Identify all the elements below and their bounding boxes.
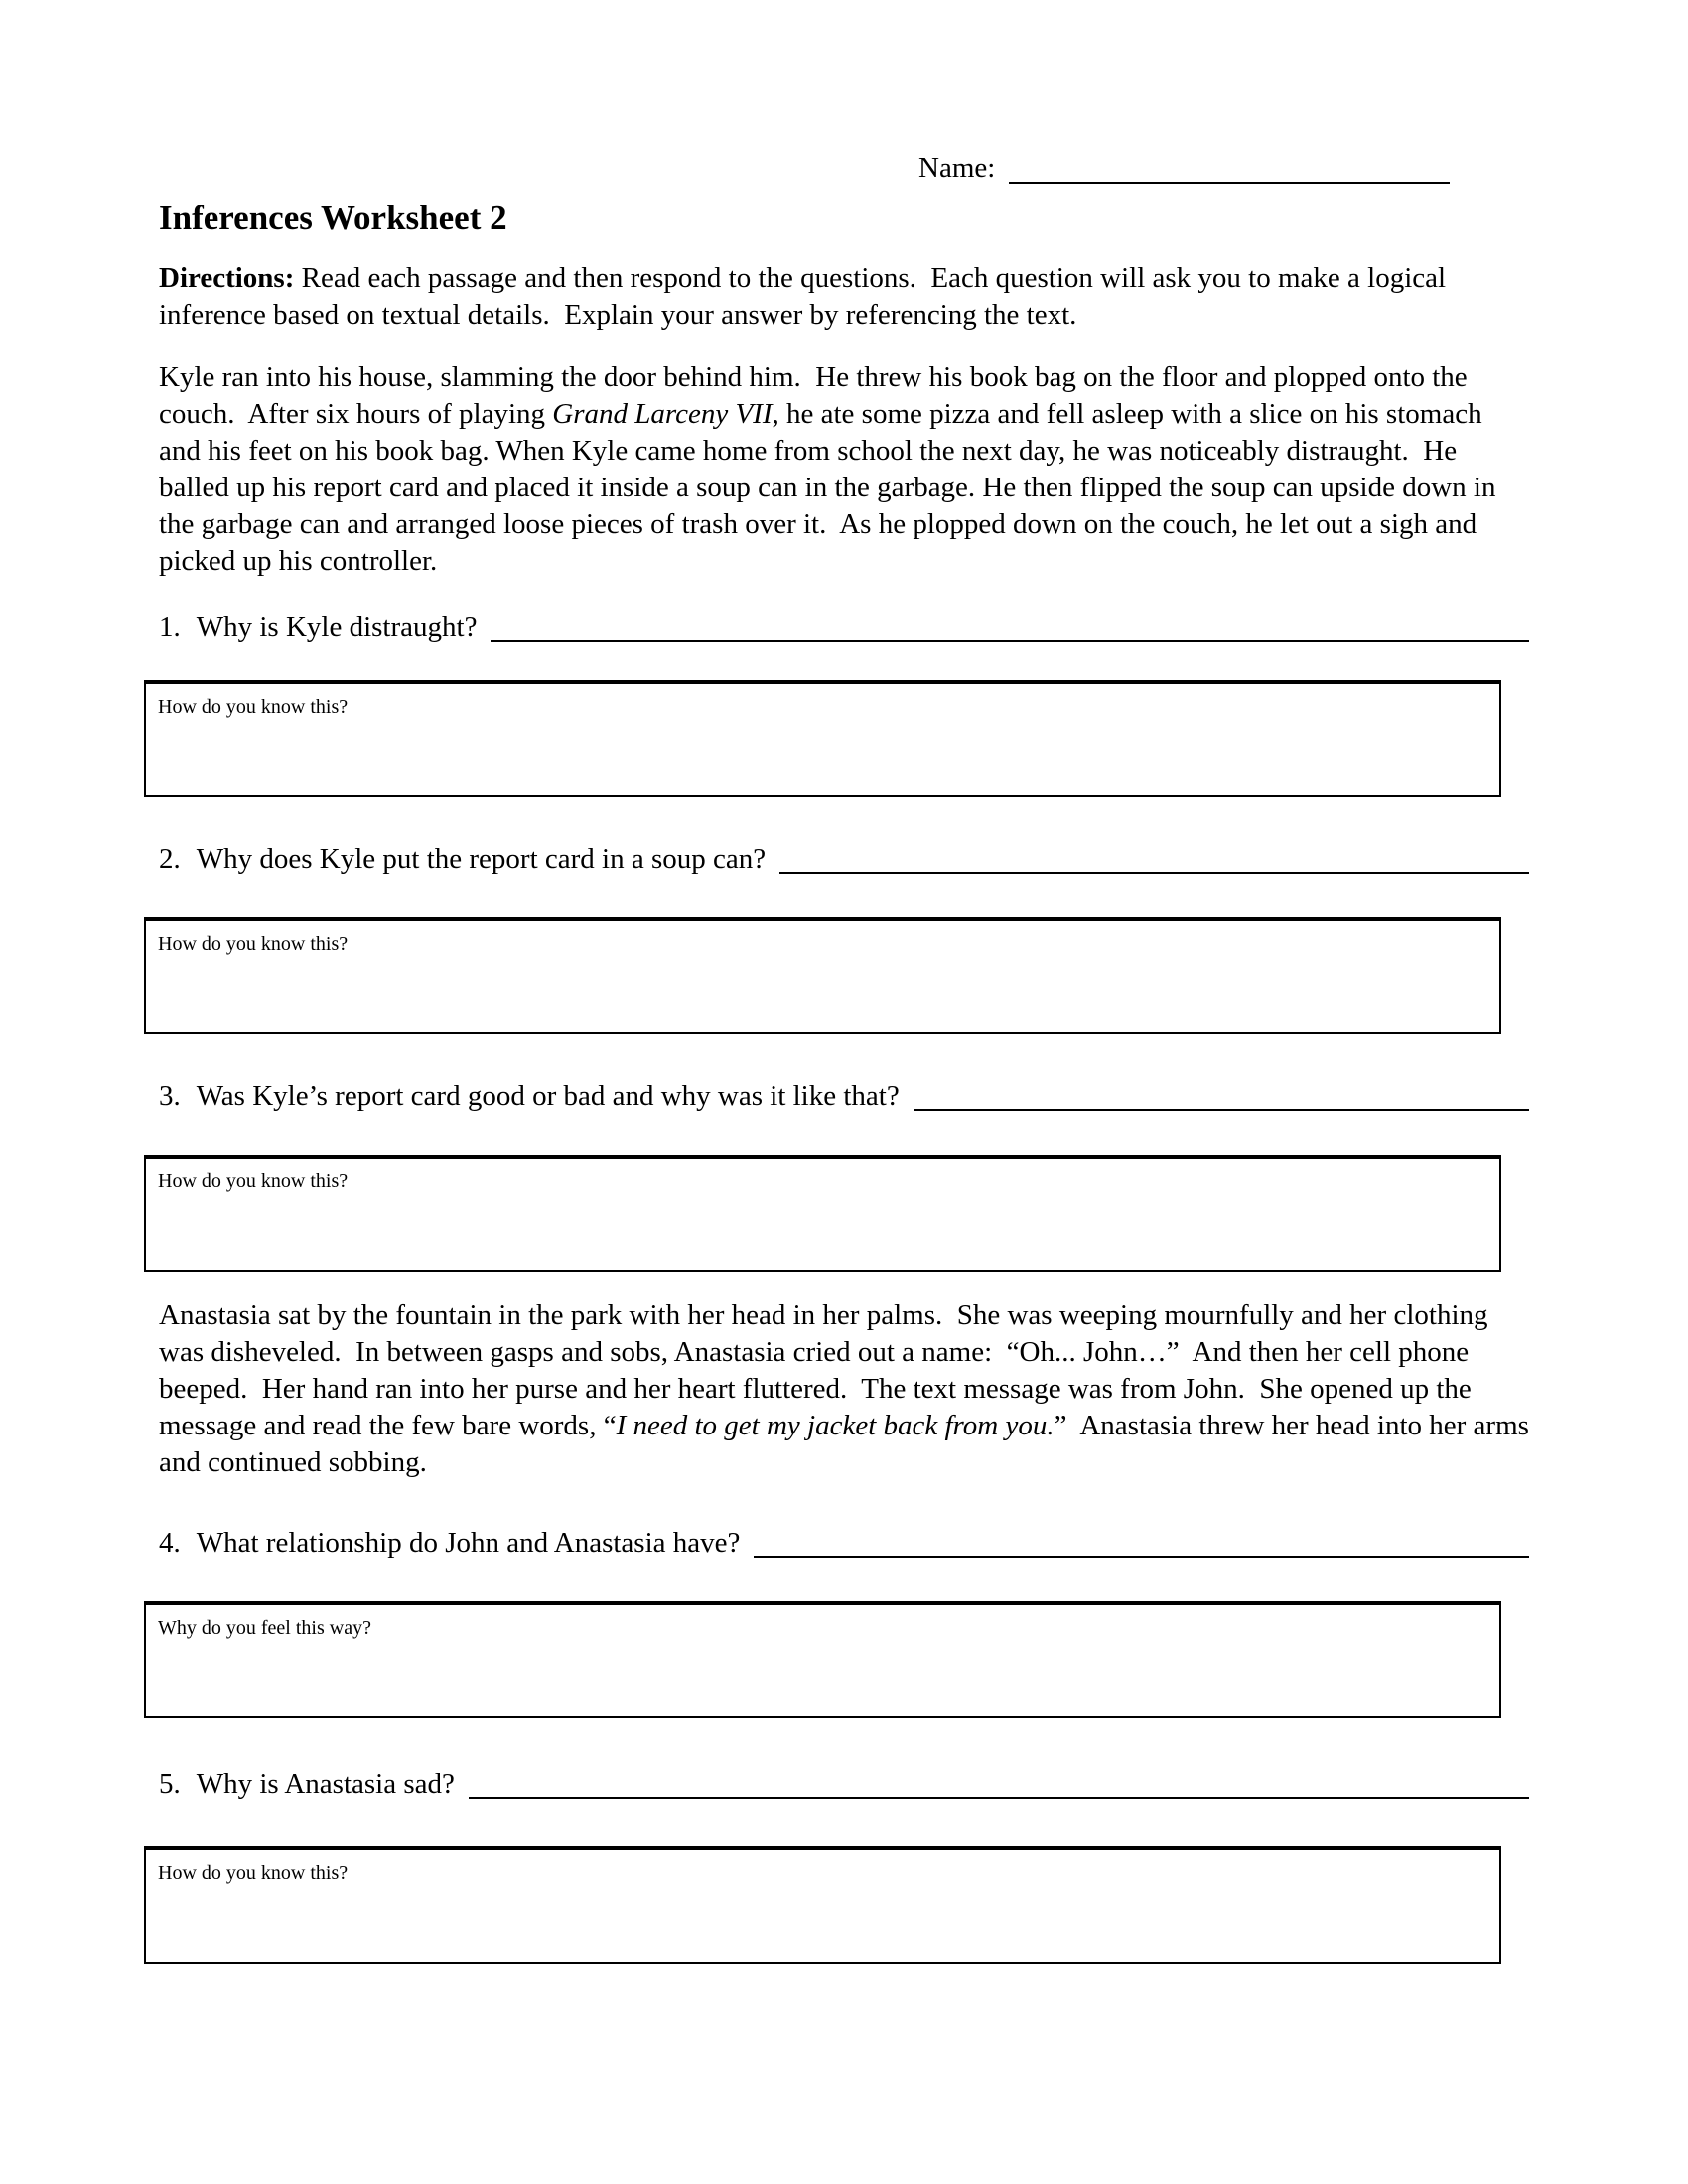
question-3-answer-line[interactable] [914,1108,1529,1111]
question-1-box-label: How do you know this? [158,696,349,718]
page-title: Inferences Worksheet 2 [159,199,507,237]
name-row [918,149,1450,187]
question-5 [159,1766,1529,1803]
passage-kyle [159,359,1529,580]
passage-anastasia-text-1: Anastasia sat by the fountain in the park with her head in her palms. She was weeping mournfully and her clothing was disheveled. In between gasps and sobs, Anastasia cried out a name: “Oh... John…” And then her cell phone beeped. Her hand ran into her purse and her heart fluttered. The text message was from John. She opened up the message and read the few bare words, “ [159,1299,1495,1441]
directions-label: Directions: [159,262,295,294]
question-5-box-label: How do you know this? [158,1862,349,1884]
question-4-text: What relationship do John and Anastasia have? [196,1527,741,1559]
question-3-number: 3. [159,1080,181,1112]
passage-kyle-text-2: , he ate some pizza and fell asleep with a slice on his stomach and his feet on his book bag. When Kyle came home from school the next day, he was noticeably distraught. He balled up his report card and placed it inside a soup can in the garbage. He then flipped the soup can upside down in the garbage can and arranged loose pieces of trash over it. As he plopped down on the couch, he let out a sigh and picked up his controller. [159,398,1503,577]
question-1-answer-box[interactable] [144,680,1501,797]
question-4-answer-box[interactable] [144,1601,1501,1718]
question-2 [159,841,1529,878]
question-3-text: Was Kyle’s report card good or bad and why was it like that? [196,1080,900,1112]
directions [159,260,1529,334]
question-2-number: 2. [159,843,181,875]
question-4 [159,1525,1529,1562]
passage-kyle-text-1: Kyle ran into his house, slamming the door behind him. He threw his book bag on the floor and plopped onto the couch. After six hours of playing [159,361,1475,430]
question-3 [159,1078,1529,1115]
passage-anastasia [159,1297,1537,1481]
question-1-number: 1. [159,612,181,643]
passage-kyle-italic-title: Grand Larceny VII [552,398,773,430]
question-4-answer-line[interactable] [754,1555,1529,1558]
question-2-answer-box[interactable] [144,917,1501,1034]
question-1-answer-line[interactable] [491,639,1529,642]
question-5-answer-line[interactable] [469,1796,1529,1799]
question-2-answer-line[interactable] [779,871,1529,874]
question-3-box-label: How do you know this? [158,1170,349,1192]
question-4-number: 4. [159,1527,181,1559]
question-3-answer-box[interactable] [144,1155,1501,1272]
directions-text: Read each passage and then respond to the questions. Each question will ask you to make a logical inference based on textual details. Explain your answer by referencing the text. [159,262,1454,331]
question-5-number: 5. [159,1768,181,1800]
question-5-answer-box[interactable] [144,1846,1501,1964]
question-5-text: Why is Anastasia sad? [196,1768,455,1800]
question-4-box-label: Why do you feel this way? [158,1617,371,1639]
passage-anastasia-italic-quote: I need to get my jacket back from you. [616,1410,1055,1441]
passage-anastasia-text-2: ” Anastasia threw her head into her arms and continued sobbing. [159,1410,1537,1478]
question-2-box-label: How do you know this? [158,933,349,955]
question-1 [159,610,1529,646]
question-1-text: Why is Kyle distraught? [196,612,478,643]
question-2-text: Why does Kyle put the report card in a soup can? [196,843,767,875]
name-input-line[interactable] [1009,181,1450,184]
name-label: Name: [918,152,996,184]
